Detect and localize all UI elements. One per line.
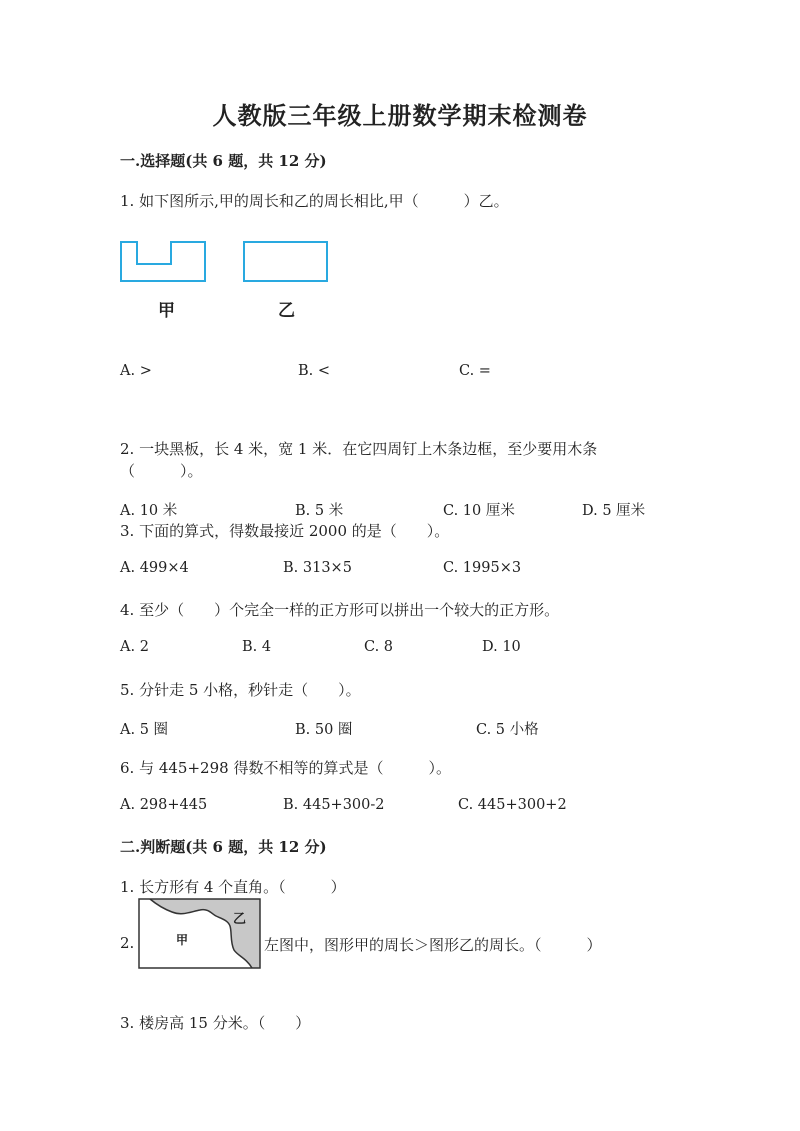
figure-label-jia: 甲 (158, 301, 175, 321)
q5-option-a[interactable]: A. 5 圈 (120, 722, 169, 738)
q4-option-a[interactable]: A. 2 (120, 639, 149, 655)
q3-option-c[interactable]: C. 1995×3 (443, 560, 522, 576)
question-5-text: 5. 分针走 5 小格，秒针走（ ）。 (120, 681, 361, 699)
q2-option-d[interactable]: D. 5 厘米 (582, 503, 646, 519)
q3-option-b[interactable]: B. 313×5 (283, 560, 352, 576)
q6-option-a[interactable]: A. 298+445 (120, 797, 208, 813)
q2-option-b[interactable]: B. 5 米 (295, 503, 344, 519)
q4-option-b[interactable]: B. 4 (242, 639, 272, 655)
q1-option-a[interactable]: A. > (120, 363, 152, 379)
split-figure-label-jia: 甲 (176, 933, 189, 947)
question-2-text-line1: 2. 一块黑板，长 4 米，宽 1 米．在它四周钉上木条边框，至少要用木条 (120, 440, 598, 458)
question-6-text: 6. 与 445+298 得数不相等的算式是（ ）。 (120, 759, 451, 777)
q6-option-c[interactable]: C. 445+300+2 (458, 797, 567, 813)
perimeter-figure-yi (243, 241, 329, 283)
section-heading-choice: 一.选择题(共 6 题，共 12 分) (120, 152, 327, 170)
q3-option-a[interactable]: A. 499×4 (120, 560, 189, 576)
section-heading-judgment: 二.判断题(共 6 题，共 12 分) (120, 838, 327, 856)
q1-option-c[interactable]: C. = (459, 363, 491, 379)
q2-option-a[interactable]: A. 10 米 (120, 503, 178, 519)
q2-option-c[interactable]: C. 10 厘米 (443, 503, 515, 519)
q6-option-b[interactable]: B. 445+300-2 (283, 797, 385, 813)
q5-option-b[interactable]: B. 50 圈 (295, 722, 353, 738)
q4-option-d[interactable]: D. 10 (482, 639, 521, 655)
split-figure-label-yi: 乙 (233, 912, 247, 927)
perimeter-figure-jia (120, 241, 206, 283)
q4-option-c[interactable]: C. 8 (364, 639, 394, 655)
q1-option-b[interactable]: B. < (298, 363, 331, 379)
question-4-text: 4. 至少（ ）个完全一样的正方形可以拼出一个较大的正方形。 (120, 601, 560, 619)
question-3-text: 3. 下面的算式，得数最接近 2000 的是（ ）。 (120, 522, 450, 540)
judgment-1-text: 1. 长方形有 4 个直角。（ ） (120, 878, 346, 896)
judgment-3-text: 3. 楼房高 15 分米。（ ） (120, 1014, 311, 1032)
page-title: 人教版三年级上册数学期末检测卷 (212, 101, 588, 130)
q5-option-c[interactable]: C. 5 小格 (476, 722, 539, 738)
judgment-2-number: 2. (120, 934, 135, 952)
question-2-text-line2: （ ）。 (120, 462, 203, 480)
figure-label-yi: 乙 (278, 301, 295, 321)
question-1-text: 1. 如下图所示,甲的周长和乙的周长相比,甲（ ）乙。 (120, 192, 509, 210)
judgment-2-text: 左图中，图形甲的周长＞图形乙的周长。（ ） (264, 936, 602, 954)
